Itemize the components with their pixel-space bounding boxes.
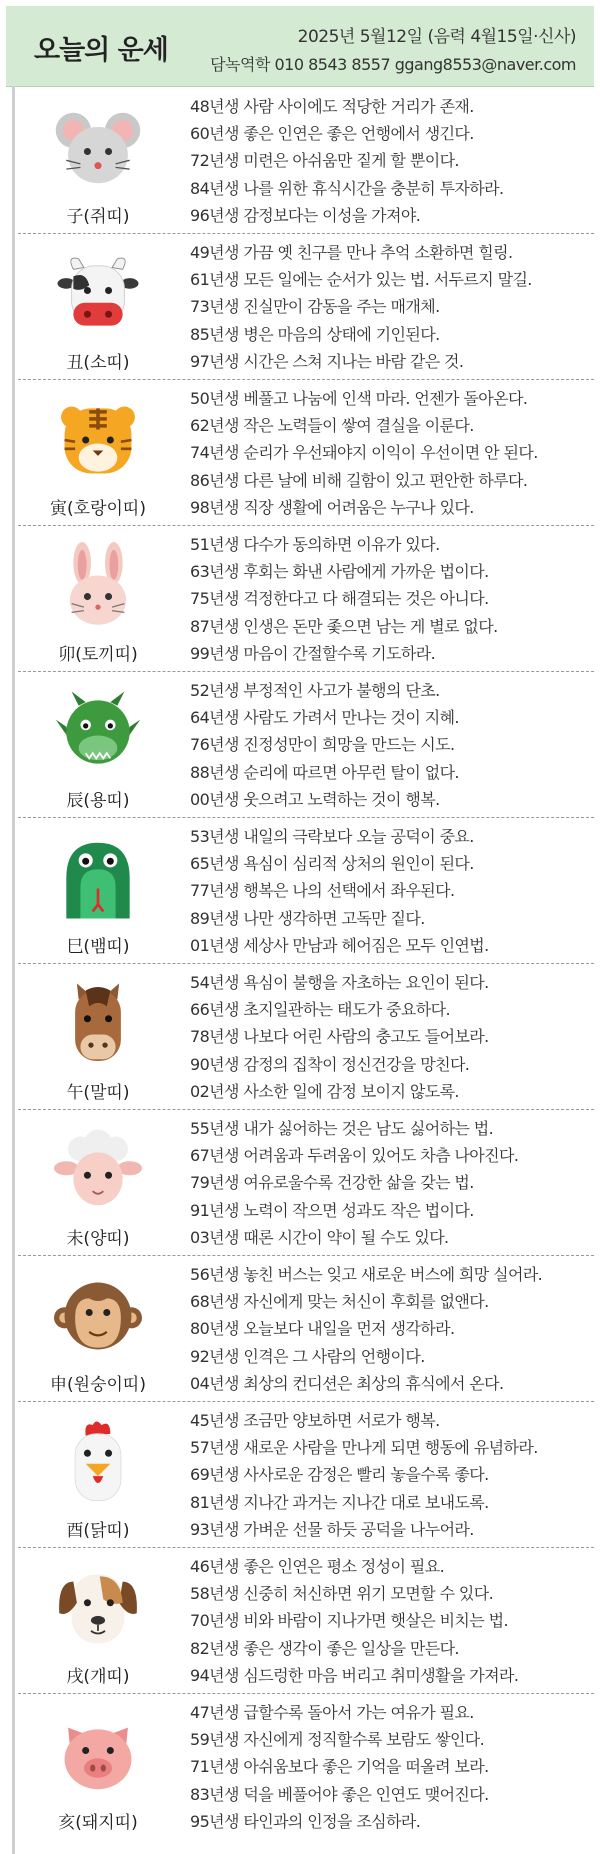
zodiac-row — [18, 1109, 594, 1255]
fortune-lines — [190, 239, 594, 375]
fortune-line: 62년생 작은 노력들이 쌓여 결실을 이룬다. — [190, 416, 474, 436]
fortune-lines — [190, 93, 594, 229]
fortune-line: 81년생 지나간 과거는 지나간 대로 보내도록. — [190, 1492, 489, 1512]
fortune-line: 98년생 직장 생활에 어려움은 누구나 있다. — [190, 497, 474, 517]
rat-icon — [54, 104, 142, 192]
zodiac-row — [18, 1401, 594, 1547]
fortune-line: 73년생 진실만이 감동을 주는 매개체. — [190, 297, 440, 317]
animal-label: 辰(용띠) — [66, 791, 130, 811]
fortune-line: 70년생 비와 바람이 지나가면 햇살은 비치는 법. — [190, 1611, 508, 1631]
zodiac-row — [18, 1693, 594, 1839]
fortune-line: 72년생 미련은 아쉬움만 짙게 할 뿐이다. — [190, 151, 459, 171]
fortune-line: 51년생 다수가 동의하면 이유가 있다. — [190, 535, 440, 554]
fortune-lines — [190, 1407, 594, 1543]
fortune-line: 76년생 진정성만이 희망을 만드는 시도. — [190, 735, 455, 755]
fortune-line: 86년생 다른 날에 비해 길함이 있고 편안한 하루다. — [190, 470, 528, 490]
fortune-line: 82년생 좋은 생각이 좋은 일상을 만든다. — [190, 1638, 459, 1658]
monkey-icon — [54, 1272, 142, 1360]
fortune-line: 75년생 걱정한다고 다 해결되는 것은 아니다. — [190, 589, 489, 609]
fortune-lines — [190, 1553, 594, 1689]
sheep-icon — [54, 1126, 142, 1214]
fortune-line: 02년생 사소한 일에 감정 보이지 않도록. — [190, 1081, 459, 1101]
fortune-line: 52년생 부정적인 사고가 불행의 단초. — [190, 681, 440, 700]
fortune-line: 58년생 신중히 처신하면 위기 모면할 수 있다. — [190, 1584, 494, 1604]
tiger-icon — [54, 396, 142, 484]
fortune-line: 50년생 베풀고 나눔에 인색 마라. 언젠가 돌아온다. — [190, 389, 528, 408]
animal-label: 未(양띠) — [66, 1229, 130, 1249]
animal-label: 戌(개띠) — [66, 1667, 130, 1687]
fortune-line: 95년생 타인과의 인정을 조심하라. — [190, 1811, 421, 1831]
fortune-lines — [190, 1115, 594, 1251]
fortune-line: 49년생 가끔 옛 친구를 만나 추억 소환하면 힐링. — [190, 243, 513, 262]
fortune-line: 71년생 아쉬움보다 좋은 기억을 떠올려 보라. — [190, 1757, 489, 1777]
fortune-lines — [190, 969, 594, 1105]
fortune-line: 97년생 시간은 스쳐 지나는 바람 같은 것. — [190, 351, 464, 371]
fortune-line: 56년생 놓친 버스는 잊고 새로운 버스에 희망 실어라. — [190, 1265, 543, 1284]
fortune-lines — [190, 1261, 594, 1397]
zodiac-row — [18, 1255, 594, 1401]
animal-label: 卯(토끼띠) — [58, 645, 138, 665]
zodiac-row — [18, 1547, 594, 1693]
fortune-line: 92년생 인격은 그 사람의 언행이다. — [190, 1346, 425, 1366]
zodiac-row — [18, 963, 594, 1109]
fortune-line: 90년생 감정의 집착이 정신건강을 망친다. — [190, 1054, 470, 1074]
fortune-line: 04년생 최상의 컨디션은 최상의 휴식에서 온다. — [190, 1373, 504, 1393]
fortune-line: 67년생 어려움과 두려움이 있어도 차츰 나아진다. — [190, 1146, 519, 1166]
fortune-line: 84년생 나를 위한 휴식시간을 충분히 투자하라. — [190, 178, 504, 198]
zodiac-row — [18, 525, 594, 671]
fortune-line: 64년생 사람도 가려서 만나는 것이 지혜. — [190, 708, 459, 728]
fortune-lines — [190, 823, 594, 959]
fortune-line: 01년생 세상사 만남과 헤어짐은 모두 인연법. — [190, 935, 489, 955]
fortune-line: 74년생 순리가 우선돼야지 이익이 우선이면 안 된다. — [190, 443, 538, 463]
fortune-line: 99년생 마음이 간절할수록 기도하라. — [190, 643, 436, 663]
fortune-line: 47년생 급할수록 돌아서 가는 여유가 필요. — [190, 1703, 474, 1722]
fortune-line: 96년생 감정보다는 이성을 가져야. — [190, 205, 421, 225]
rabbit-icon — [54, 542, 142, 630]
animal-label: 子(쥐띠) — [66, 207, 130, 227]
dog-icon — [54, 1564, 142, 1652]
animal-label: 寅(호랑이띠) — [50, 499, 146, 519]
animal-label: 亥(돼지띠) — [58, 1813, 138, 1833]
fortune-line: 80년생 오늘보다 내일을 먼저 생각하라. — [190, 1319, 455, 1339]
fortune-line: 59년생 자신에게 정직할수록 보람도 쌓인다. — [190, 1730, 485, 1750]
fortune-line: 55년생 내가 싫어하는 것은 남도 싫어하는 법. — [190, 1119, 494, 1138]
header-banner — [6, 6, 594, 87]
fortune-lines — [190, 1699, 594, 1835]
fortune-line: 79년생 여유로울수록 건강한 삶을 갖는 법. — [190, 1173, 474, 1193]
horse-icon — [54, 980, 142, 1068]
contact-line: 담녹역학 010 8543 8557 ggang8553@naver.com — [210, 55, 576, 74]
animal-label: 丑(소띠) — [66, 353, 130, 373]
zodiac-row — [18, 233, 594, 379]
pig-icon — [54, 1710, 142, 1798]
fortune-list — [18, 88, 594, 1839]
animal-label: 申(원숭이띠) — [50, 1375, 146, 1395]
fortune-line: 03년생 때론 시간이 약이 될 수도 있다. — [190, 1227, 449, 1247]
fortune-line: 57년생 새로운 사람을 만나게 되면 행동에 유념하라. — [190, 1438, 538, 1458]
zodiac-row — [18, 379, 594, 525]
fortune-line: 63년생 후회는 화낸 사람에게 가까운 법이다. — [190, 562, 489, 582]
fortune-line: 45년생 조금만 양보하면 서로가 행복. — [190, 1411, 440, 1430]
left-rule — [12, 86, 15, 1854]
fortune-line: 83년생 덕을 베풀어야 좋은 인연도 맺어진다. — [190, 1784, 489, 1804]
zodiac-row — [18, 817, 594, 963]
fortune-line: 69년생 사사로운 감정은 빨리 놓을수록 좋다. — [190, 1465, 489, 1485]
animal-label: 巳(뱀띠) — [66, 937, 130, 957]
snake-icon — [54, 834, 142, 922]
fortune-line: 85년생 병은 마음의 상태에 기인된다. — [190, 324, 440, 344]
fortune-lines — [190, 531, 594, 667]
animal-label: 酉(닭띠) — [66, 1521, 130, 1541]
fortune-line: 91년생 노력이 작으면 성과도 작은 법이다. — [190, 1200, 474, 1220]
fortune-line: 61년생 모든 일에는 순서가 있는 법. 서두르지 말길. — [190, 270, 532, 290]
fortune-line: 94년생 심드렁한 마음 버리고 취미생활을 가져라. — [190, 1665, 519, 1685]
fortune-line: 53년생 내일의 극락보다 오늘 공덕이 중요. — [190, 827, 474, 846]
fortune-line: 60년생 좋은 인연은 좋은 언행에서 생긴다. — [190, 124, 474, 144]
fortune-line: 87년생 인생은 돈만 좇으면 남는 게 별로 없다. — [190, 616, 498, 636]
fortune-line: 66년생 초지일관하는 태도가 중요하다. — [190, 1000, 450, 1020]
dragon-icon — [54, 688, 142, 776]
fortune-line: 48년생 사람 사이에도 적당한 거리가 존재. — [190, 97, 474, 116]
animal-label: 午(말띠) — [66, 1083, 130, 1103]
fortune-line: 46년생 좋은 인연은 평소 정성이 필요. — [190, 1557, 445, 1576]
page-title: 오늘의 운세 — [34, 35, 168, 66]
fortune-line: 88년생 순리에 따르면 아무런 탈이 없다. — [190, 762, 459, 782]
zodiac-row — [18, 88, 594, 233]
fortune-line: 65년생 욕심이 심리적 상처의 원인이 된다. — [190, 854, 474, 874]
fortune-line: 78년생 나보다 어린 사람의 충고도 들어보라. — [190, 1027, 489, 1047]
fortune-line: 68년생 자신에게 맞는 처신이 후회를 없앤다. — [190, 1292, 489, 1312]
rooster-icon — [54, 1418, 142, 1506]
date-line: 2025년 5월12일 (음력 4월15일·신사) — [297, 27, 576, 47]
fortune-lines — [190, 385, 594, 521]
ox-icon — [54, 250, 142, 338]
fortune-line: 93년생 가벼운 선물 하듯 공덕을 나누어라. — [190, 1519, 474, 1539]
fortune-lines — [190, 677, 594, 813]
fortune-line: 77년생 행복은 나의 선택에서 좌우된다. — [190, 881, 455, 901]
fortune-line: 00년생 웃으려고 노력하는 것이 행복. — [190, 789, 440, 809]
fortune-line: 54년생 욕심이 불행을 자초하는 요인이 된다. — [190, 973, 489, 992]
fortune-line: 89년생 나만 생각하면 고독만 짙다. — [190, 908, 425, 928]
zodiac-row — [18, 671, 594, 817]
